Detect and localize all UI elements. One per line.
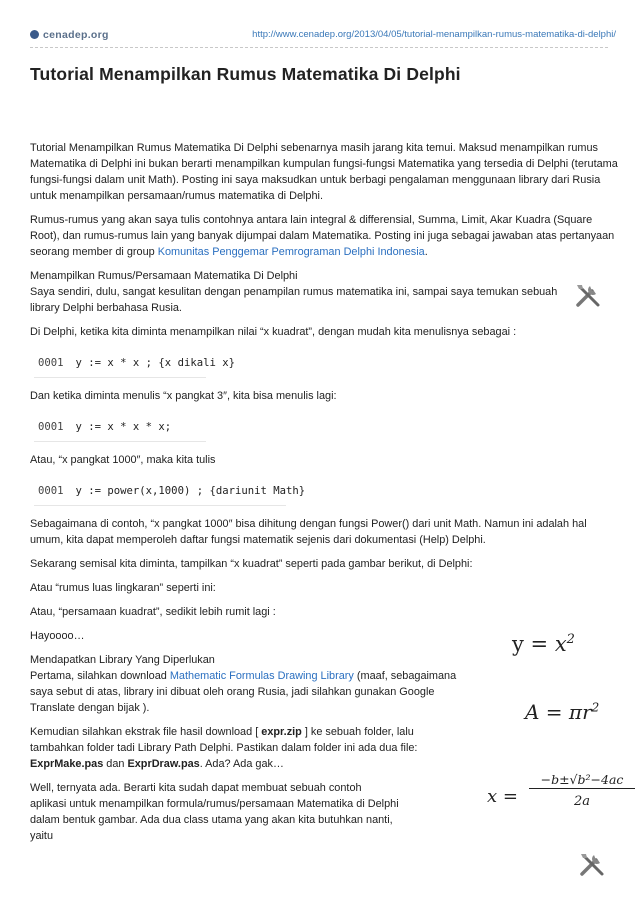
paragraph-circle: Atau “rumus luas lingkaran” seperti ini: [30, 582, 216, 594]
code-block-2: 0001 y := x * x * x; [34, 414, 206, 442]
code-block-3: 0001 y := power(x,1000) ; {dariunit Math} [34, 478, 286, 506]
page-url[interactable]: http://www.cenadep.org/2013/04/05/tutorial-menampilkan-rumus-matematika-di-delphi/ [252, 29, 616, 40]
paragraph-intro: Tutorial Menampilkan Rumus Matematika Di Delphi sebenarnya masih jarang kita temui. Maksud menampilkan rumus Matematika di Delphi ini bukan berarti menampilkan kumpulan fungsi-fungsi Matematika yang tersedia di Delphi (terutama fungsi-fungsi dalam unit Math). Posting ini saya maksudkan untuk berbagi pengalaman menggunaan library dari Rusia untuk menampilkan persamaan/rumus matematika di Delphi. [30, 142, 618, 202]
paragraph-extract: Kemudian silahkan ekstrak file hasil download [ expr.zip ] ke sebuah folder, lalu tambahkan folder tadi Library Path Delphi. Pastikan dalam folder ini ada dua file: ExprMake.pas dan ExprDraw.pas. Ada? Ada gak… [30, 726, 418, 770]
site-logo-icon [30, 30, 39, 39]
group-link[interactable]: Komunitas Penggemar Pemrograman Delphi Indonesia [157, 246, 425, 258]
page-header [30, 26, 616, 46]
article-body [30, 140, 618, 852]
paragraph-power: Atau, “x pangkat 1000″, maka kita tulis [30, 454, 216, 466]
tools-icon-2 [578, 852, 606, 883]
paragraph-showing: Menampilkan Rumus/Persamaan Matematika Di Delphi Saya sendiri, dulu, sangat kesulitan dengan penampilan rumus matematika ini, sampai saya temukan sebuah library Delphi berbahasa Rusia. [30, 270, 558, 314]
site-name[interactable] [30, 29, 109, 41]
paragraph-power-explain: Sebagaimana di contoh, “x pangkat 1000″ bisa dihitung dengan fungsi Power() dari unit Math. Namun ini adalah hal umum, kita dapat memperoleh daftar fungsi matematik sejenis dari dokumentasi (Help) Delphi. [30, 518, 587, 546]
paragraph-formulas: Rumus-rumus yang akan saya tulis contohnya antara lain integral & differensial, Summa, Limit, Akar Kuadra (Square Root), dan rumus-rumus lain yang banyak dijumpai dalam Matematika. Posting ini juga sebagai jawaban atas pertanyaan seorang member di group Komunitas Penggemar Pemrograman Delphi Indonesia. [30, 214, 615, 258]
paragraph-well: Well, ternyata ada. Berarti kita sudah dapat membuat sebuah contoh aplikasi untuk menampilkan formula/rumus/persamaan Matematika di Delphi dalam bentuk gambar. Ada dua class utama yang akan kita butuhkan nanti, yaitu [30, 782, 399, 842]
paragraph-task: Sekarang semisal kita diminta, tampilkan “x kuadrat” seperti pada gambar berikut, di Delphi: [30, 558, 473, 570]
paragraph-library: Mendapatkan Library Yang Diperlukan Pertama, silahkan download Mathematic Formulas Drawing Library (maaf, sebagaimana saya sebut di atas, library ini dibuat oleh orang Rusia, jadi silahkan gunakan Google Translate dengan bijak ). [30, 654, 457, 714]
paragraph-quadratic: Atau, “persamaan kuadrat”, sedikit lebih rumit lagi : [30, 606, 276, 618]
formula-circle-area: $A = \pi r^2$ [525, 700, 600, 724]
article-title: Tutorial Menampilkan Rumus Matematika Di Delphi [30, 64, 461, 84]
code-block-1: 0001 y := x * x ; {x dikali x} [34, 350, 206, 378]
tools-icon [574, 283, 602, 314]
paragraph-square: Di Delphi, ketika kita diminta menampilkan nilai “x kuadrat”, dengan mudah kita menulisnya sebagai : [30, 326, 517, 338]
library-download-link[interactable]: Mathematic Formulas Drawing Library [169, 670, 354, 682]
paragraph-hayo: Hayoooo… [30, 630, 85, 642]
site-name-text: cenadep.org [43, 29, 109, 41]
paragraph-cube: Dan ketika diminta menulis “x pangkat 3″, kita bisa menulis lagi: [30, 390, 337, 402]
header-divider [30, 47, 608, 48]
formula-x-squared: $y = x^2$ [512, 632, 575, 656]
